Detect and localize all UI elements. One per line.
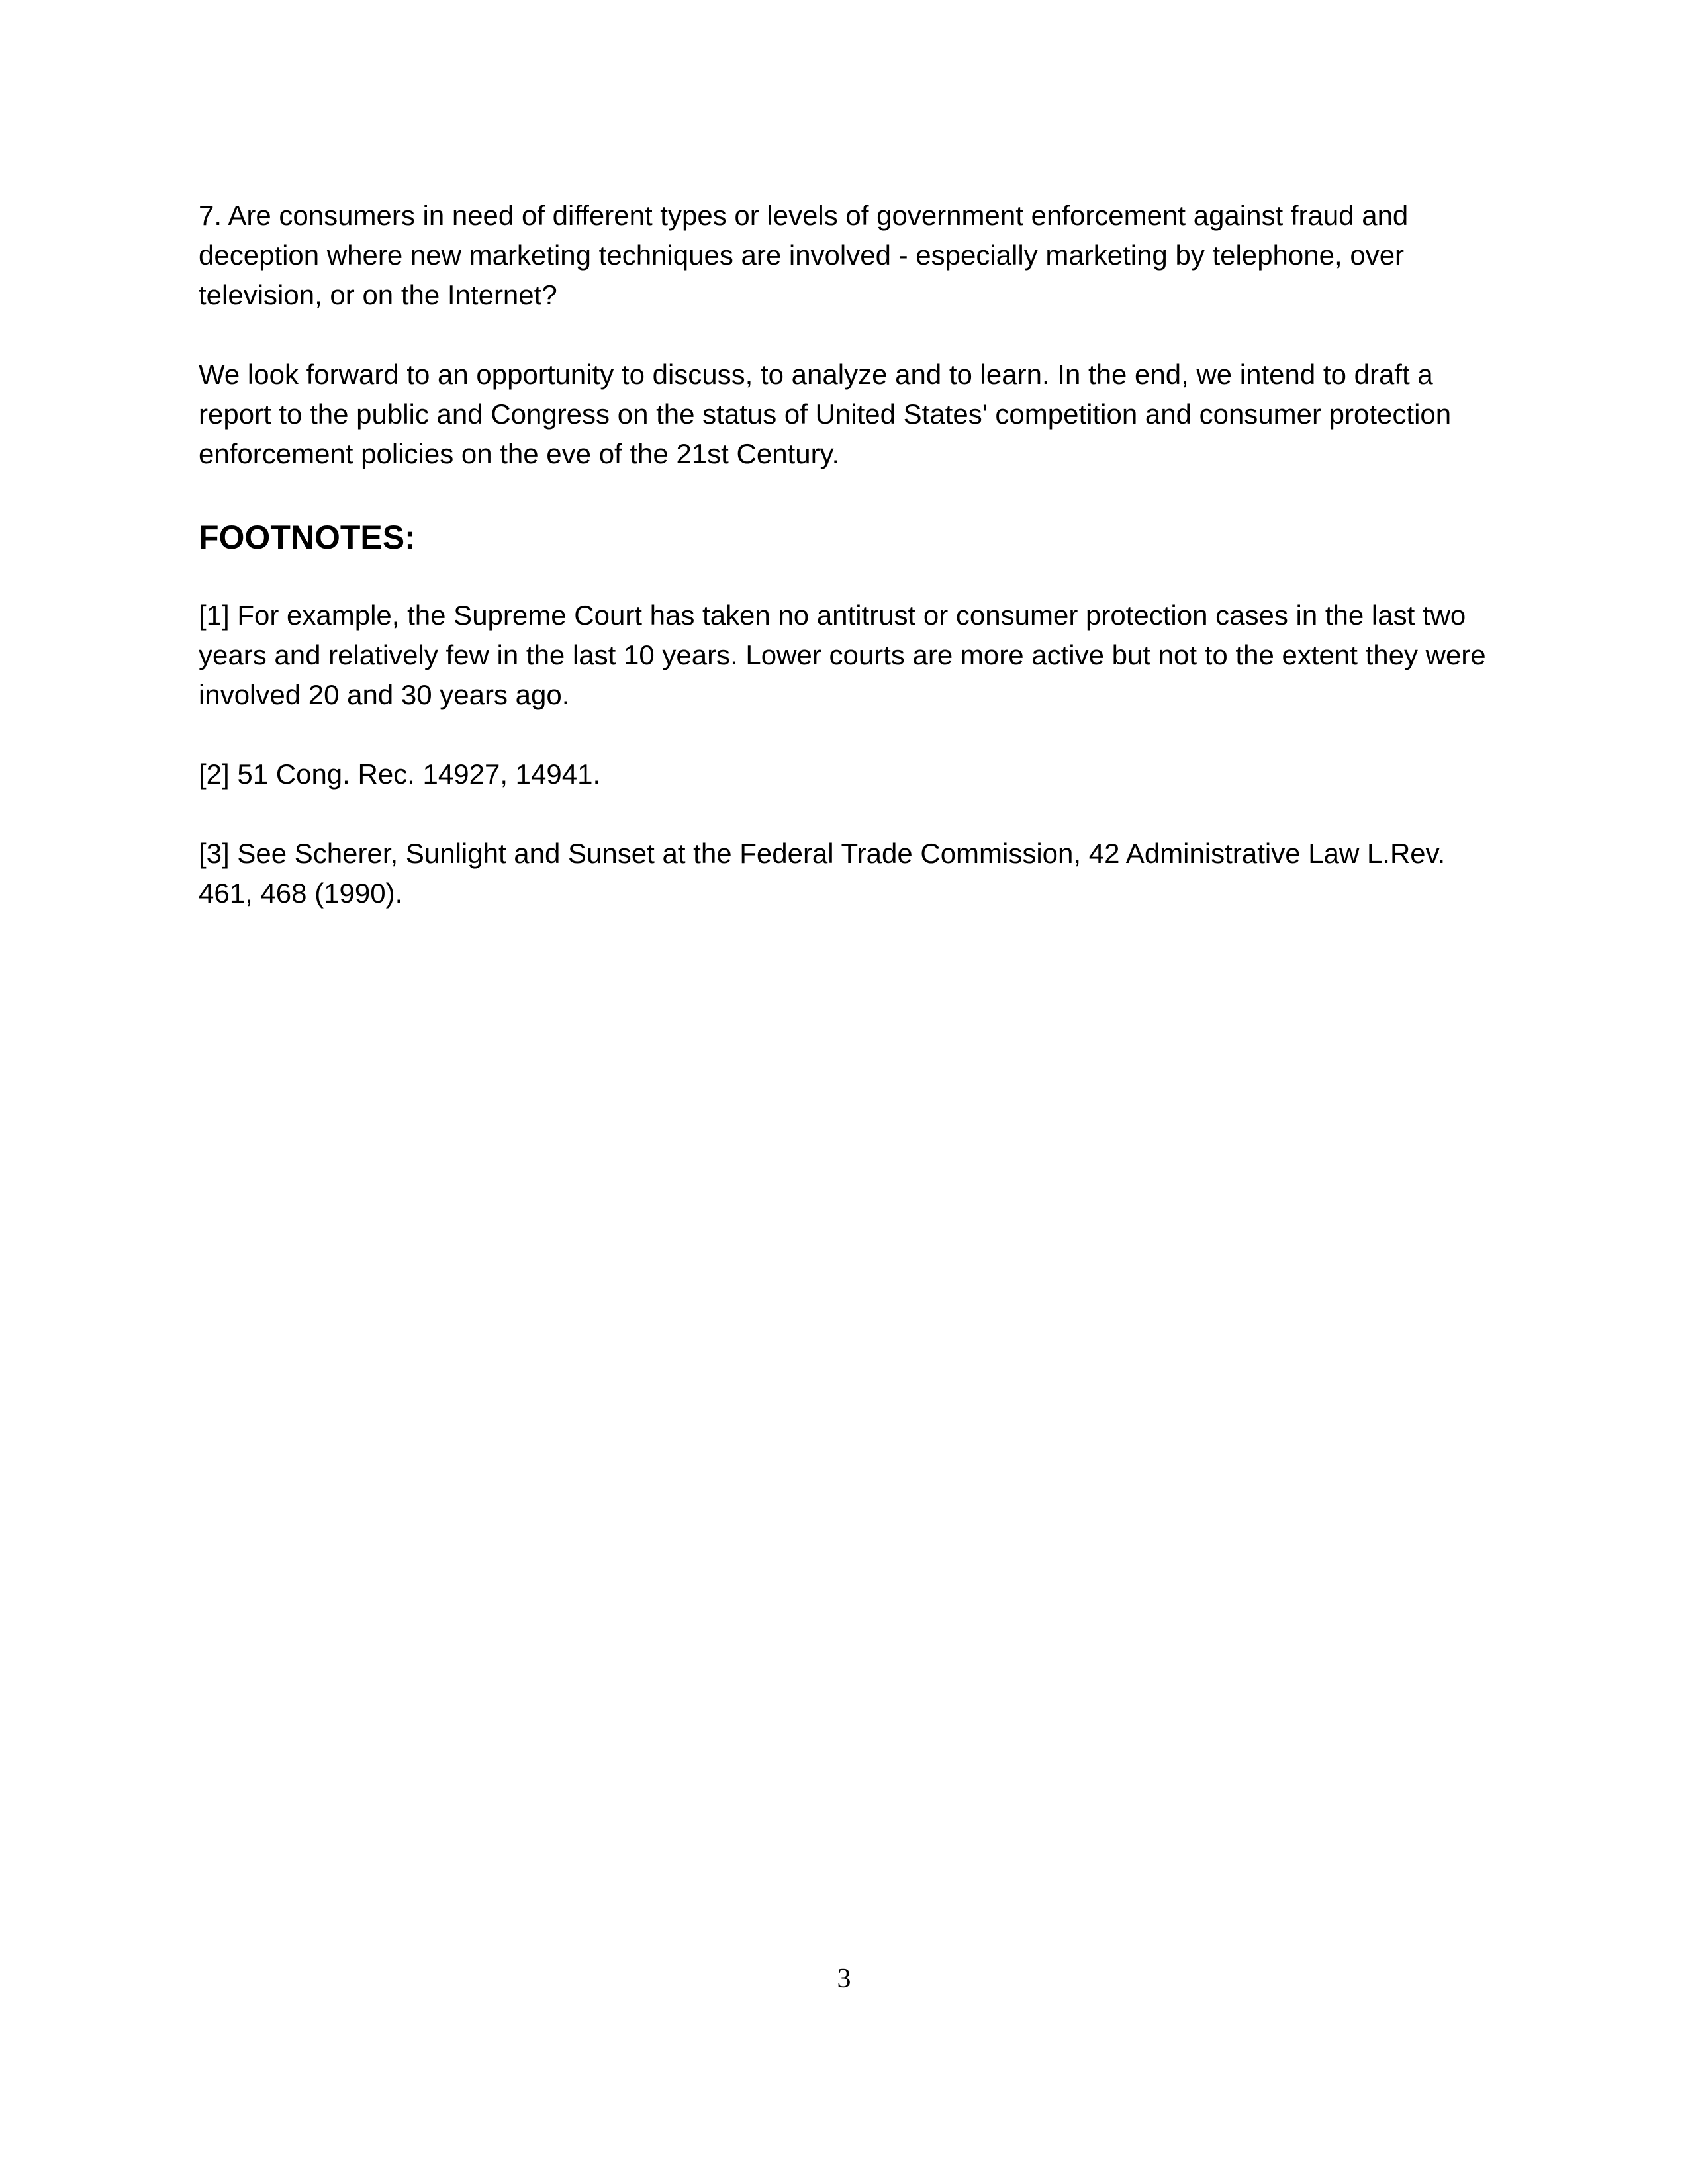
page-body [199,196,1496,953]
footnotes-list [199,596,1496,913]
footnote-1: [1] For example, the Supreme Court has taken no antitrust or consumer protection cases in the last two years and relatively few in the last 10 years. Lower courts are more active but not to the extent they were involved 20 and 30 years ago. [199,600,1486,710]
question-7-paragraph: 7. Are consumers in need of different types or levels of government enforcement against fraud and deception where new marketing techniques are involved - especially marketing by telephone, over television, or on the Internet? [199,200,1409,310]
footnotes-heading: FOOTNOTES: [199,519,416,556]
closing-paragraph: We look forward to an opportunity to discuss, to analyze and to learn. In the end, we intend to draft a report to the public and Congress on the status of United States' competition and consumer protection enforcement policies on the eve of the 21st Century. [199,359,1452,469]
footnote-3: [3] See Scherer, Sunlight and Sunset at the Federal Trade Commission, 42 Administrative Law L.Rev. 461, 468 (1990). [199,838,1446,909]
page-number: 3 [837,1964,851,1994]
footnote-2: [2] 51 Cong. Rec. 14927, 14941. [199,758,601,790]
